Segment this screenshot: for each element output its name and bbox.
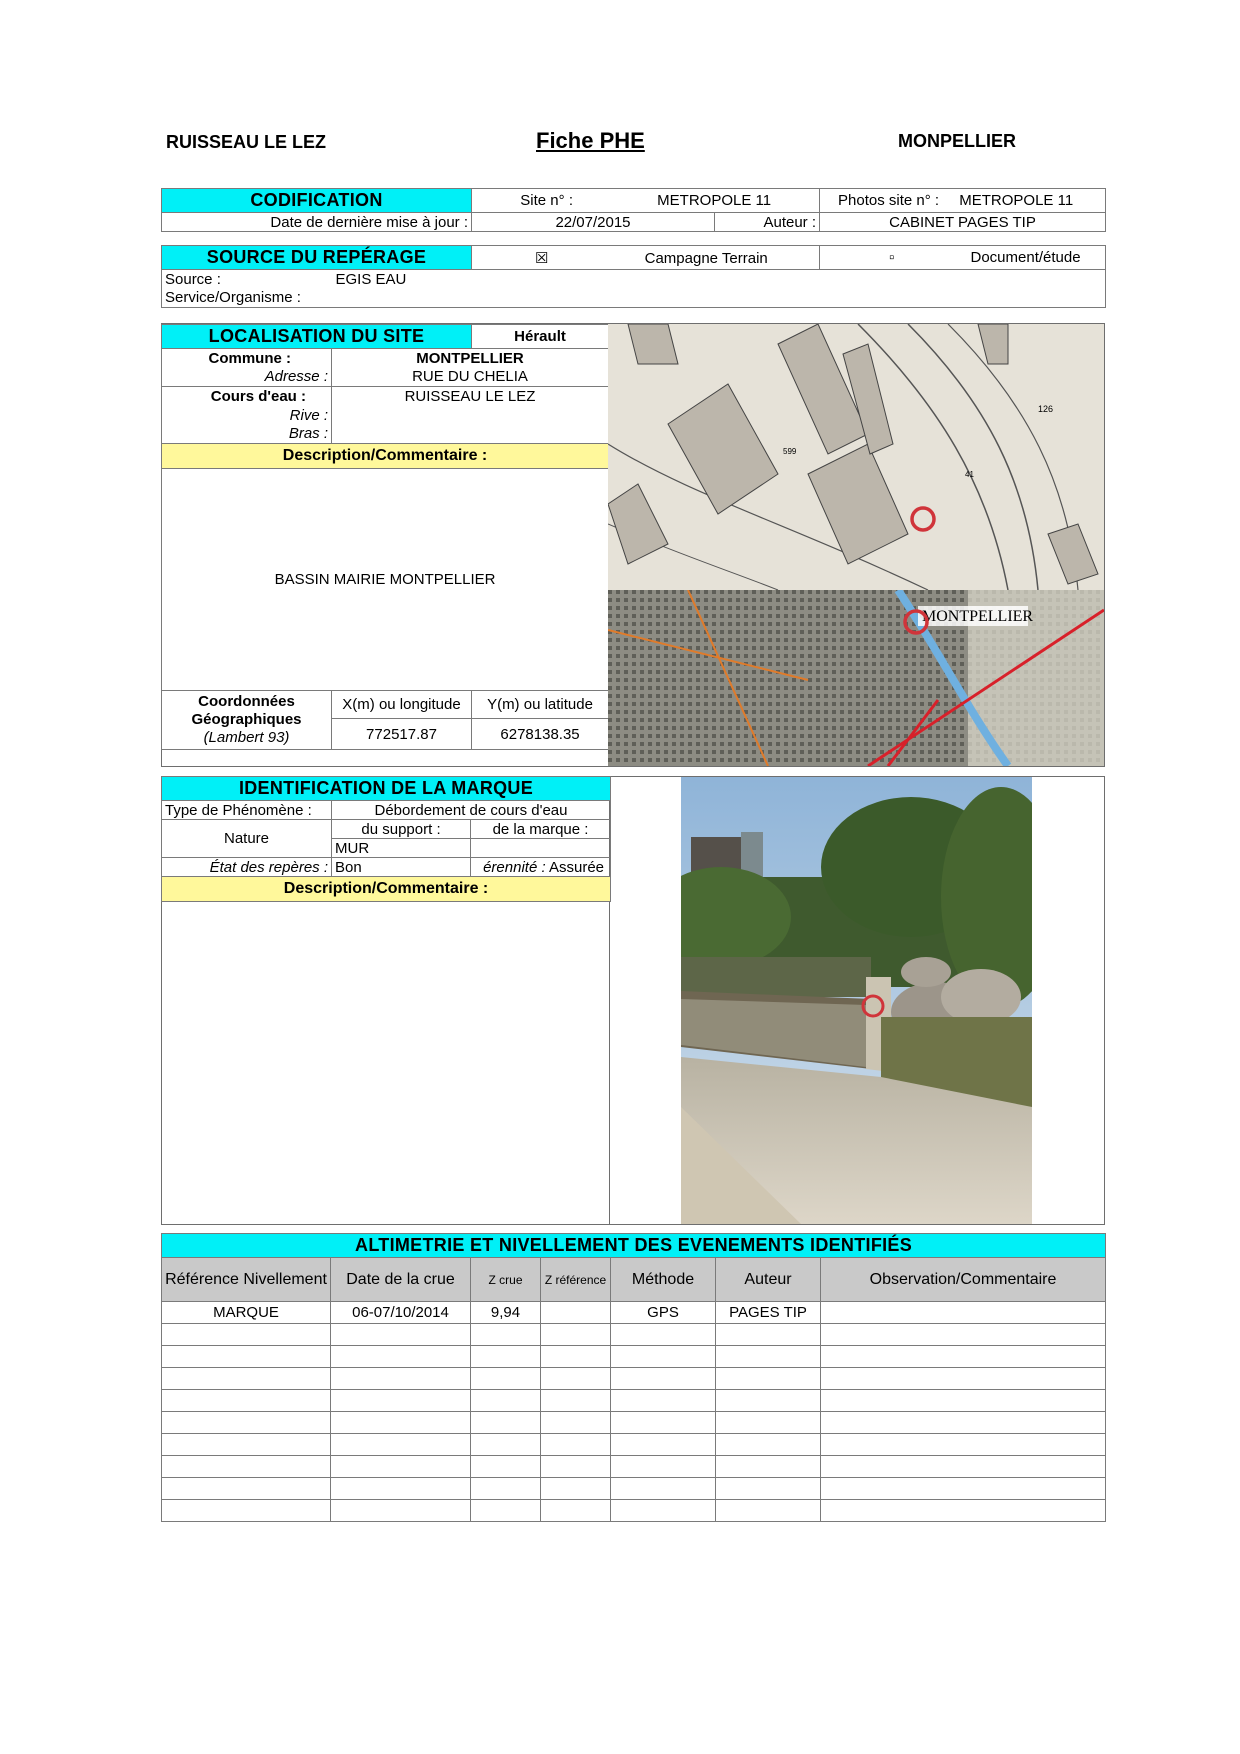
table-cell <box>716 1346 821 1368</box>
coord-label-3: (Lambert 93) <box>203 729 290 746</box>
bras-label: Bras : <box>162 425 332 444</box>
localisation-table <box>161 324 609 750</box>
marque-label: de la marque : <box>471 820 611 839</box>
table-cell <box>331 1346 471 1368</box>
altimetrie-header-row <box>162 1258 1106 1302</box>
table-cell <box>471 1390 541 1412</box>
col-header-reference: Référence Nivellement <box>162 1258 331 1302</box>
table-cell <box>162 1500 331 1522</box>
table-cell <box>162 1456 331 1478</box>
x-label: X(m) ou longitude <box>332 691 472 719</box>
table-cell <box>471 1368 541 1390</box>
table-cell <box>541 1500 611 1522</box>
table-cell <box>162 1412 331 1434</box>
campagne-cell <box>472 246 820 270</box>
rive-label: Rive : <box>162 406 332 425</box>
id-desc-title: Description/Commentaire : <box>162 877 611 902</box>
table-cell <box>541 1478 611 1500</box>
table-cell <box>821 1478 1106 1500</box>
codification-table <box>161 188 1106 232</box>
table-cell <box>162 1434 331 1456</box>
table-cell <box>471 1324 541 1346</box>
adresse-label: Adresse : <box>162 368 332 387</box>
y-value: 6278138.35 <box>472 719 609 750</box>
etat-value: Bon <box>332 858 471 877</box>
table-cell <box>541 1302 611 1324</box>
table-cell <box>541 1456 611 1478</box>
table-cell <box>331 1434 471 1456</box>
identification-title: IDENTIFICATION DE LA MARQUE <box>162 777 611 801</box>
nature-label: Nature <box>162 820 332 858</box>
table-cell <box>821 1324 1106 1346</box>
site-cell <box>472 189 820 213</box>
table-cell <box>611 1500 716 1522</box>
header-river: RUISSEAU LE LEZ <box>166 132 327 152</box>
table-cell <box>716 1412 821 1434</box>
table-cell <box>541 1368 611 1390</box>
support-value: MUR <box>332 839 471 858</box>
table-cell <box>716 1434 821 1456</box>
table-cell <box>611 1368 716 1390</box>
commune-label: Commune : <box>162 349 332 368</box>
table-cell <box>331 1324 471 1346</box>
photos-label: Photos site n° : <box>838 192 940 209</box>
table-cell <box>611 1434 716 1456</box>
col-header-zcrue: Z crue <box>471 1258 541 1302</box>
etat-label: État des repères : <box>162 858 332 877</box>
parcel-label-126: 126 <box>1038 404 1054 414</box>
header-city: MONPELLIER <box>898 131 1017 151</box>
coord-label-1: Coordonnées <box>198 693 295 710</box>
table-cell: GPS <box>611 1302 716 1324</box>
y-label: Y(m) ou latitude <box>472 691 609 719</box>
photos-cell <box>820 189 1106 213</box>
table-row <box>162 1390 1106 1412</box>
cours-label: Cours d'eau : <box>162 387 332 406</box>
table-row <box>162 1434 1106 1456</box>
table-cell <box>821 1368 1106 1390</box>
table-cell <box>471 1346 541 1368</box>
table-cell <box>162 1390 331 1412</box>
table-cell <box>331 1478 471 1500</box>
codification-title: CODIFICATION <box>162 189 472 213</box>
table-cell <box>821 1456 1106 1478</box>
table-cell <box>821 1412 1106 1434</box>
table-cell <box>611 1346 716 1368</box>
table-row <box>162 1346 1106 1368</box>
auteur-value: CABINET PAGES TIP <box>820 213 1106 232</box>
table-cell <box>611 1324 716 1346</box>
document-cell <box>820 246 1106 270</box>
table-cell <box>821 1434 1106 1456</box>
perennite-label: érennité : <box>483 858 546 876</box>
map-city-label: MONTPELLIER <box>922 608 1034 625</box>
altimetrie-title: ALTIMETRIE ET NIVELLEMENT DES EVENEMENTS IDENTIFIÉS <box>162 1234 1106 1258</box>
adresse-value: RUE DU CHELIA <box>332 368 609 387</box>
table-cell <box>541 1390 611 1412</box>
perennite-value: Assurée <box>548 858 605 876</box>
table-cell <box>716 1368 821 1390</box>
table-cell <box>716 1324 821 1346</box>
support-label: du support : <box>332 820 471 839</box>
identification-table <box>161 776 611 902</box>
table-cell <box>471 1500 541 1522</box>
table-cell <box>331 1412 471 1434</box>
service-label: Service/Organisme : <box>162 289 333 308</box>
site-value: METROPOLE 11 <box>657 192 772 209</box>
table-row <box>162 1368 1106 1390</box>
table-cell <box>162 1478 331 1500</box>
table-cell <box>716 1390 821 1412</box>
cadastral-map <box>608 324 1104 590</box>
loc-desc-title: Description/Commentaire : <box>162 444 609 469</box>
table-cell <box>162 1346 331 1368</box>
col-header-auteur: Auteur <box>716 1258 821 1302</box>
table-cell <box>162 1368 331 1390</box>
checkbox-document[interactable]: ▫ <box>889 249 895 266</box>
table-cell: PAGES TIP <box>716 1302 821 1324</box>
parcel-label-599: 599 <box>783 447 797 456</box>
checkbox-campagne[interactable]: ☒ <box>535 249 549 267</box>
table-cell <box>331 1500 471 1522</box>
cours-value: RUISSEAU LE LEZ <box>332 387 609 406</box>
commune-value: MONTPELLIER <box>332 349 609 368</box>
coord-label <box>162 691 332 750</box>
source-title: SOURCE DU REPÉRAGE <box>162 246 472 270</box>
table-cell <box>611 1478 716 1500</box>
col-header-observation: Observation/Commentaire <box>821 1258 1106 1302</box>
table-cell <box>611 1412 716 1434</box>
table-cell <box>541 1412 611 1434</box>
table-cell <box>471 1412 541 1434</box>
table-row <box>162 1478 1106 1500</box>
altimetrie-table <box>161 1233 1106 1522</box>
loc-desc-value: BASSIN MAIRIE MONTPELLIER <box>162 469 609 691</box>
page-title: Fiche PHE <box>536 128 645 153</box>
parcel-label-41: 41 <box>965 470 974 479</box>
table-cell <box>471 1434 541 1456</box>
table-cell <box>471 1456 541 1478</box>
table-row <box>162 1500 1106 1522</box>
table-cell: 9,94 <box>471 1302 541 1324</box>
source-value: EGIS EAU <box>333 270 1106 289</box>
table-cell <box>821 1346 1106 1368</box>
type-value: Débordement de cours d'eau <box>332 801 611 820</box>
perennite-cell <box>471 858 611 877</box>
source-table <box>161 245 1106 308</box>
table-cell <box>821 1500 1106 1522</box>
localisation-title: LOCALISATION DU SITE <box>162 325 472 349</box>
topo-map-svg <box>608 590 1104 766</box>
topo-map <box>608 590 1104 766</box>
date-label: Date de dernière mise à jour : <box>162 213 472 232</box>
x-value: 772517.87 <box>332 719 472 750</box>
table-cell: 06-07/10/2014 <box>331 1302 471 1324</box>
campagne-label: Campagne Terrain <box>644 249 768 267</box>
table-cell <box>821 1302 1106 1324</box>
table-cell <box>716 1478 821 1500</box>
table-row <box>162 1412 1106 1434</box>
table-cell <box>716 1456 821 1478</box>
site-photo <box>681 777 1032 1224</box>
table-cell <box>162 1324 331 1346</box>
table-row <box>162 1456 1106 1478</box>
table-cell <box>611 1456 716 1478</box>
table-cell <box>716 1500 821 1522</box>
table-cell <box>541 1346 611 1368</box>
auteur-label: Auteur : <box>715 213 820 232</box>
date-value: 22/07/2015 <box>472 213 715 232</box>
table-cell: MARQUE <box>162 1302 331 1324</box>
table-cell <box>331 1368 471 1390</box>
site-label: Site n° : <box>520 192 573 209</box>
col-header-date: Date de la crue <box>331 1258 471 1302</box>
photos-value: METROPOLE 11 <box>959 192 1074 209</box>
table-cell <box>541 1434 611 1456</box>
departement: Hérault <box>472 325 609 349</box>
site-photo-svg <box>681 777 1032 1224</box>
col-header-methode: Méthode <box>611 1258 716 1302</box>
document-label: Document/étude <box>970 249 1081 266</box>
source-label: Source : <box>162 270 333 289</box>
table-cell <box>821 1390 1106 1412</box>
type-label: Type de Phénomène : <box>162 801 332 820</box>
cadastral-map-svg <box>608 324 1104 590</box>
table-row <box>162 1324 1106 1346</box>
coord-label-2: Géographiques <box>191 711 302 728</box>
table-cell <box>331 1456 471 1478</box>
table-cell <box>541 1324 611 1346</box>
table-cell <box>331 1390 471 1412</box>
table-cell <box>611 1390 716 1412</box>
table-row <box>162 1302 1106 1324</box>
table-cell <box>471 1478 541 1500</box>
col-header-zref: Z référence <box>541 1258 611 1302</box>
